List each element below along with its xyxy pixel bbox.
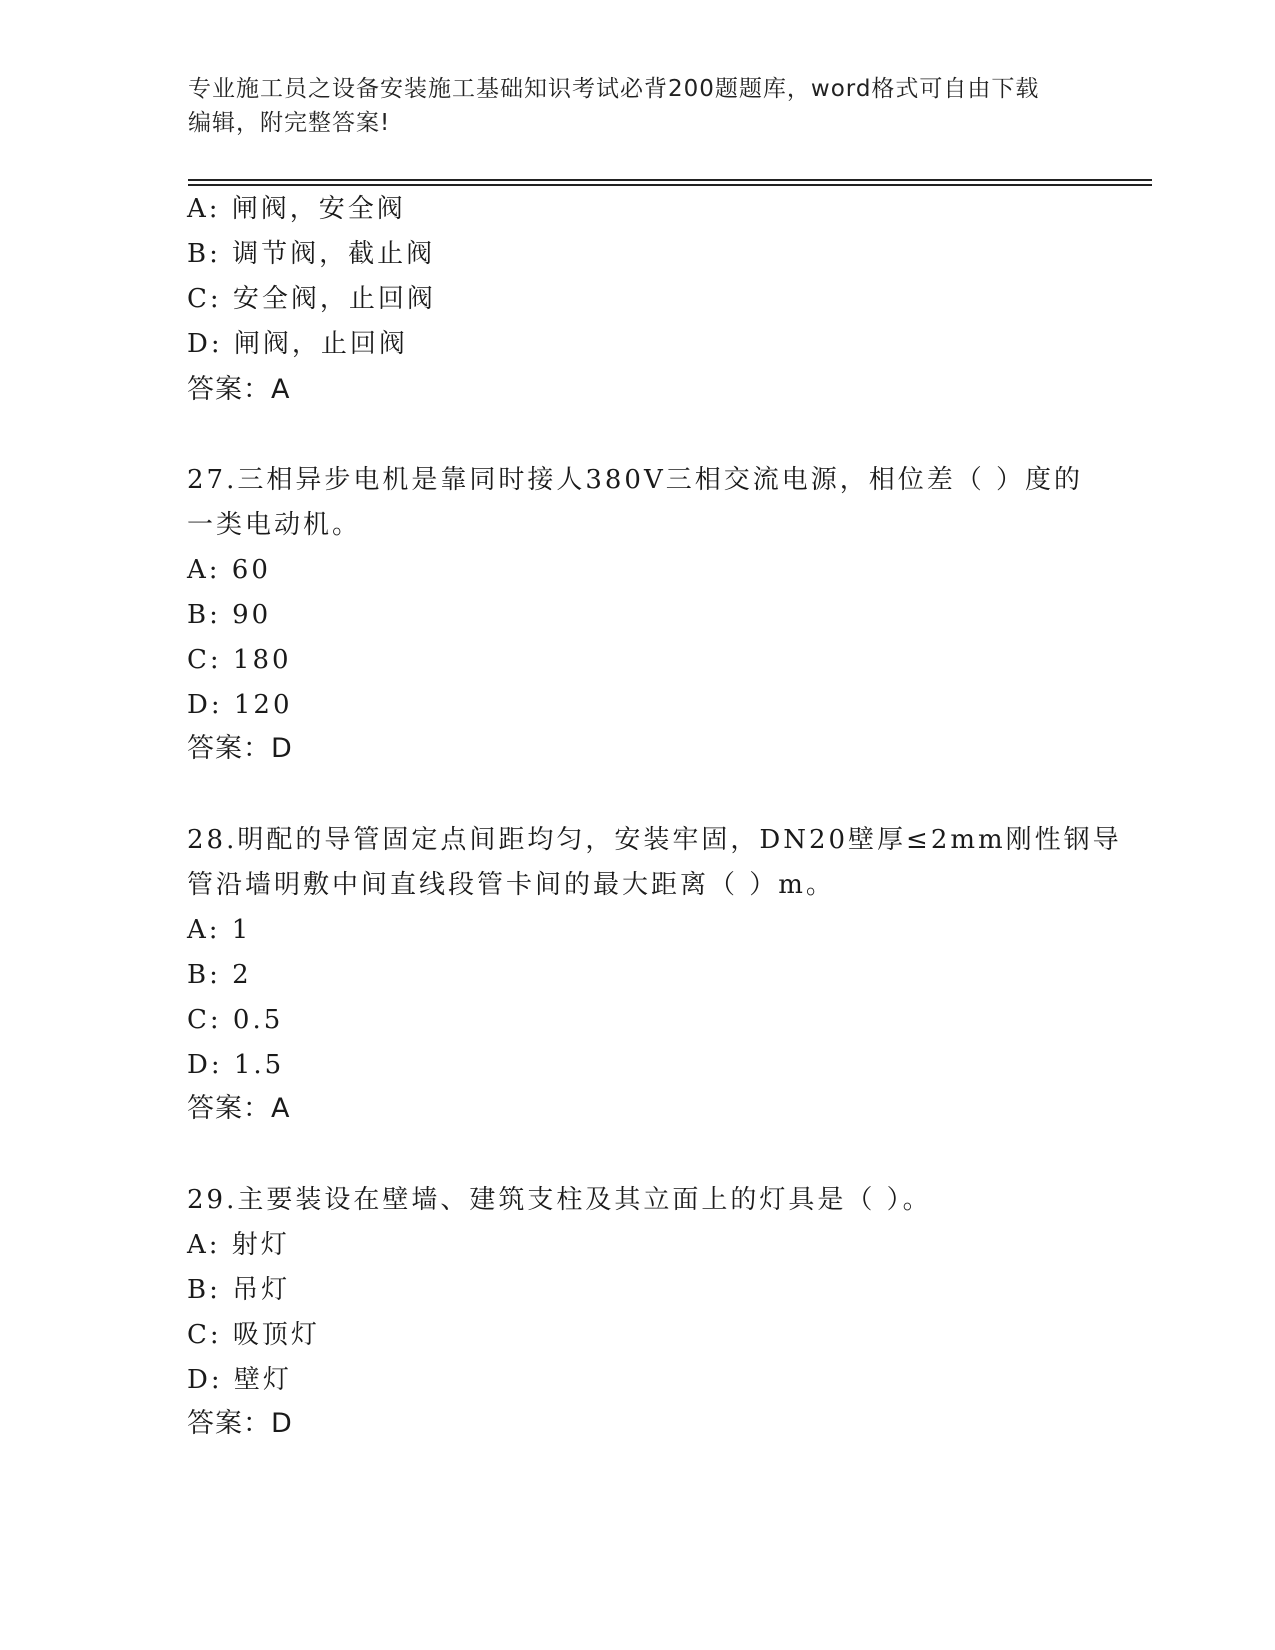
q28-option-a: A: 1 (187, 915, 252, 945)
q29-option-b: B: 吊灯 (187, 1275, 291, 1305)
q27-option-d: D: 120 (187, 690, 293, 720)
q28-option-b: B: 2 (187, 960, 252, 990)
q27-stem-line1: 27.三相异步电机是靠同时接人380V三相交流电源，相位差（ ）度的 (187, 465, 1084, 495)
q28-option-c: C: 0.5 (187, 1005, 284, 1035)
q26-option-a: A: 闸阀，安全阀 (187, 194, 406, 224)
header-title-line2: 编辑，附完整答案! (188, 110, 391, 136)
q28-stem-line1: 28.明配的导管固定点间距均匀，安装牢固，DN20壁厚≤2mm刚性钢导 (187, 825, 1122, 855)
q26-answer: 答案：A (187, 374, 291, 405)
header-title-line1: 专业施工员之设备安装施工基础知识考试必背200题题库，word格式可自由下载 (188, 76, 1040, 102)
header-divider-top (188, 179, 1152, 181)
q26-option-d: D: 闸阀，止回阀 (187, 329, 408, 359)
q29-option-a: A: 射灯 (187, 1230, 290, 1260)
q27-option-c: C: 180 (187, 645, 292, 675)
q28-option-d: D: 1.5 (187, 1050, 285, 1080)
q29-option-d: D: 壁灯 (187, 1365, 292, 1395)
q27-option-a: A: 60 (187, 555, 271, 585)
q28-stem-line2: 管沿墙明敷中间直线段管卡间的最大距离（ ）m。 (187, 870, 835, 900)
q27-stem-line2: 一类电动机。 (187, 510, 362, 540)
q26-option-b: B: 调节阀，截止阀 (187, 239, 436, 269)
header-divider-bottom (188, 184, 1152, 186)
q27-option-b: B: 90 (187, 600, 272, 630)
q29-answer: 答案：D (187, 1408, 293, 1439)
q27-answer: 答案：D (187, 733, 293, 764)
q26-option-c: C: 安全阀，止回阀 (187, 284, 436, 314)
q29-stem-line1: 29.主要装设在壁墙、建筑支柱及其立面上的灯具是（ ）。 (187, 1185, 932, 1215)
q28-answer: 答案：A (187, 1093, 291, 1124)
document-header (188, 72, 1088, 140)
q29-option-c: C: 吸顶灯 (187, 1320, 320, 1350)
